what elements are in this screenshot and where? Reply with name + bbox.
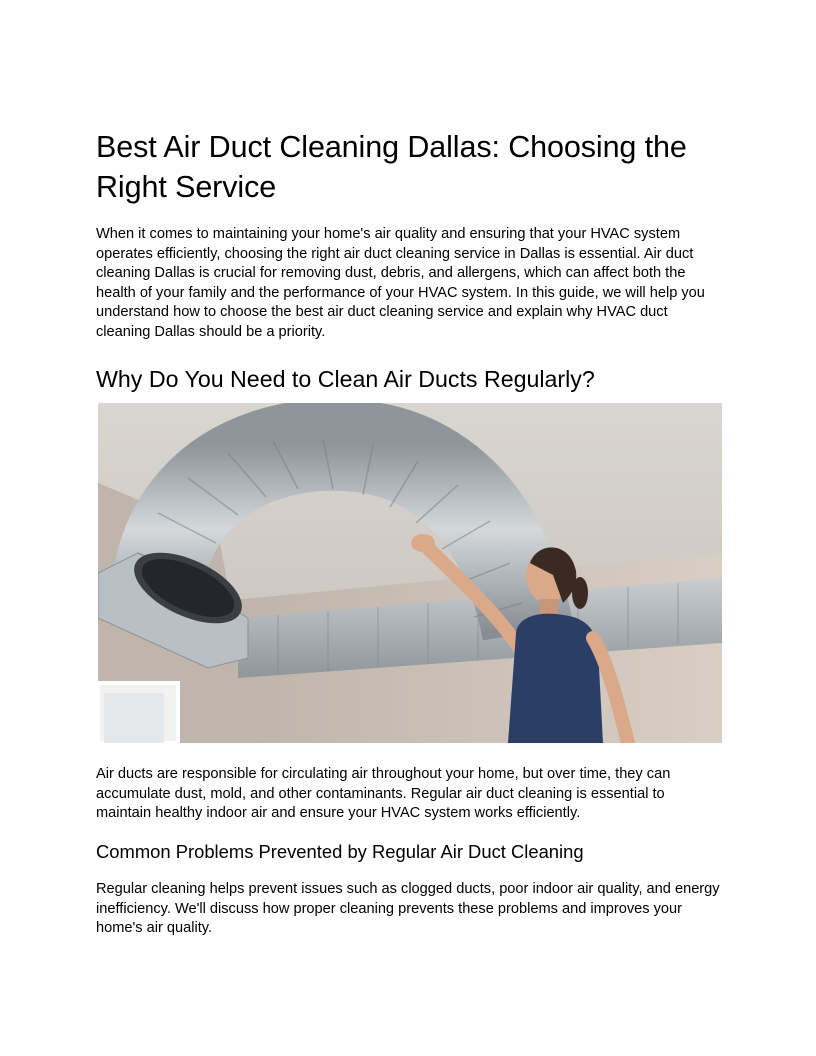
intro-paragraph: When it comes to maintaining your home's air quality and ensuring that your HVAC system operates efficiently, choosing the right air duct cleaning service in Dallas is essential. Air duct cleaning Dallas is crucial for removing dust, debris, and allergens, which can affect both the health of your family and the performance of your HVAC system. In this guide, we will help you understand how to choose the best air duct cleaning service and explain why HVAC duct cleaning Dallas should be a priority. bbox=[96, 226, 705, 340]
section-heading: Why Do You Need to Clean Air Ducts Regularly? bbox=[96, 366, 595, 392]
air-duct-photo bbox=[98, 403, 722, 743]
subsection-heading: Common Problems Prevented by Regular Air Duct Cleaning bbox=[96, 841, 584, 862]
document-title: Best Air Duct Cleaning Dallas: Choosing the Right Service bbox=[96, 130, 687, 204]
subsection-paragraph: Regular cleaning helps prevent issues such as clogged ducts, poor indoor air quality, and energy inefficiency. We'll discuss how proper cleaning prevents these problems and improves your home's air quality. bbox=[96, 881, 720, 937]
section-paragraph: Air ducts are responsible for circulating air throughout your home, but over time, they can accumulate dust, mold, and other contaminants. Regular air duct cleaning is essential to maintain healthy indoor air and ensure your HVAC system works efficiently. bbox=[96, 766, 671, 822]
